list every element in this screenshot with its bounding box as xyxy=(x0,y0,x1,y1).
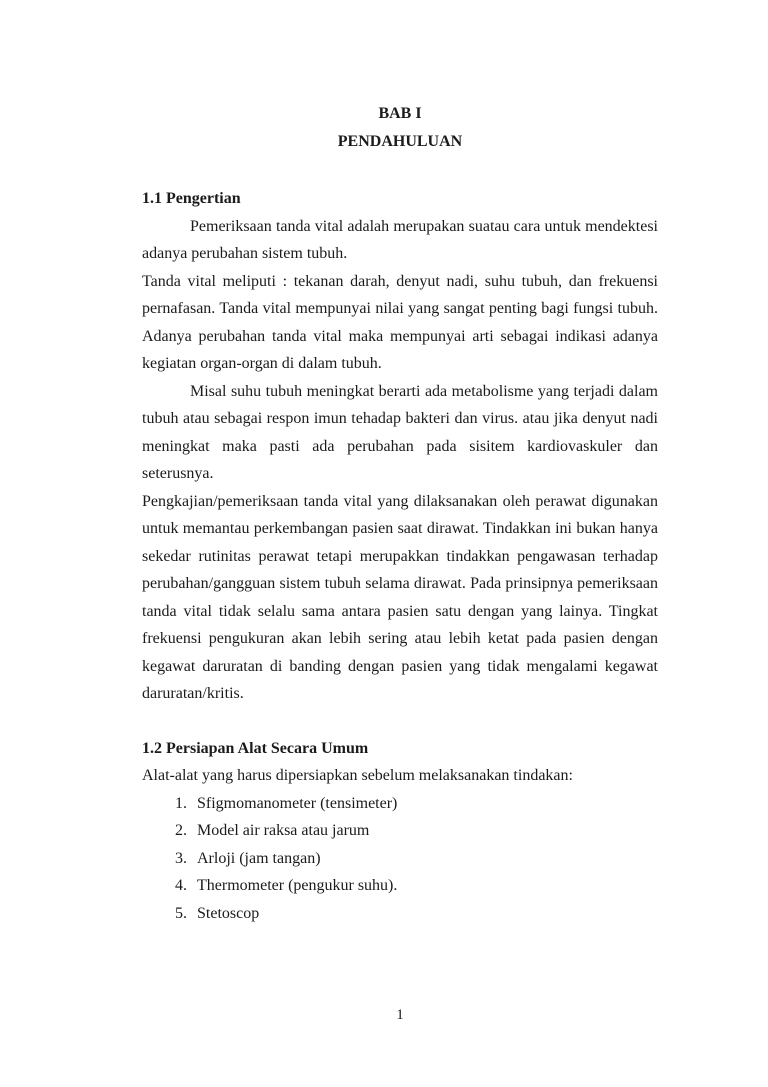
list-item-number: 2. xyxy=(175,822,187,839)
list-item xyxy=(142,817,658,845)
list-item-label: Stetoscop xyxy=(197,904,260,922)
list-item-number: 5. xyxy=(175,904,187,922)
list-item-label: Sfigmomanometer (tensimeter) xyxy=(197,794,398,812)
page-number: 1 xyxy=(396,1007,404,1023)
list-item-label: Arloji (jam tangan) xyxy=(197,849,321,867)
section-1-paragraph-2: Tanda vital meliputi : tekanan darah, denyut nadi, suhu tubuh, dan frekuensi pernafasan. Tanda vital mempunyai nilai yang sangat penting bagi fungsi tubuh. Adanya perubahan tanda vital maka mempunyai arti sebagai indikasi adanya kegiatan organ-organ di dalam tubuh. xyxy=(142,272,658,372)
list-item-number: 4. xyxy=(175,877,187,894)
tool-list xyxy=(142,790,658,928)
chapter-title-line2: PENDAHULUAN xyxy=(337,132,463,150)
document-content xyxy=(142,100,658,927)
section-2-intro: Alat-alat yang harus dipersiapkan sebelum melaksanakan tindakan: xyxy=(142,767,573,784)
chapter-title-line1: BAB I xyxy=(378,105,422,122)
list-item xyxy=(142,790,658,818)
list-item-label: Model air raksa atau jarum xyxy=(197,822,370,839)
list-item-label: Thermometer (pengukur suhu). xyxy=(197,877,398,894)
list-item xyxy=(142,845,658,873)
section-1-paragraph-3: Misal suhu tubuh meningkat berarti ada metabolisme yang terjadi dalam tubuh atau sebagai respon imun tehadap bakteri dan virus. atau jika denyut nadi meningkat maka pasti ada perubahan pada sisitem kardiovaskuler dan seterusnya. xyxy=(142,382,658,482)
section-1-heading: 1.1 Pengertian xyxy=(142,190,241,207)
chapter-title xyxy=(142,100,658,155)
section-1-paragraph-1: Pemeriksaan tanda vital adalah merupakan suatau cara untuk mendektesi adanya perubahan sistem tubuh. xyxy=(142,217,658,262)
list-item xyxy=(142,872,658,900)
list-item-number: 1. xyxy=(175,794,187,812)
list-item xyxy=(142,900,658,928)
section-1-paragraph-4: Pengkajian/pemeriksaan tanda vital yang dilaksanakan oleh perawat digunakan untuk memantau perkembangan pasien saat dirawat. Tindakkan ini bukan hanya sekedar rutinitas perawat tetapi merupakkan tindakkan pengawasan terhadap perubahan/gangguan sistem tubuh selama dirawat. Pada prinsipnya pemeriksaan tanda vital tidak selalu sama antara pasien satu dengan yang lainya. Tingkat frekuensi pengukuran akan lebih sering atau lebih ketat pada pasien dengan kegawat daruratan di banding dengan pasien yang tidak mengalami kegawat daruratan/kritis. xyxy=(142,492,658,702)
list-item-number: 3. xyxy=(175,849,187,867)
spacer xyxy=(142,708,658,735)
spacer xyxy=(142,155,658,185)
section-2-heading: 1.2 Persiapan Alat Secara Umum xyxy=(142,739,369,757)
